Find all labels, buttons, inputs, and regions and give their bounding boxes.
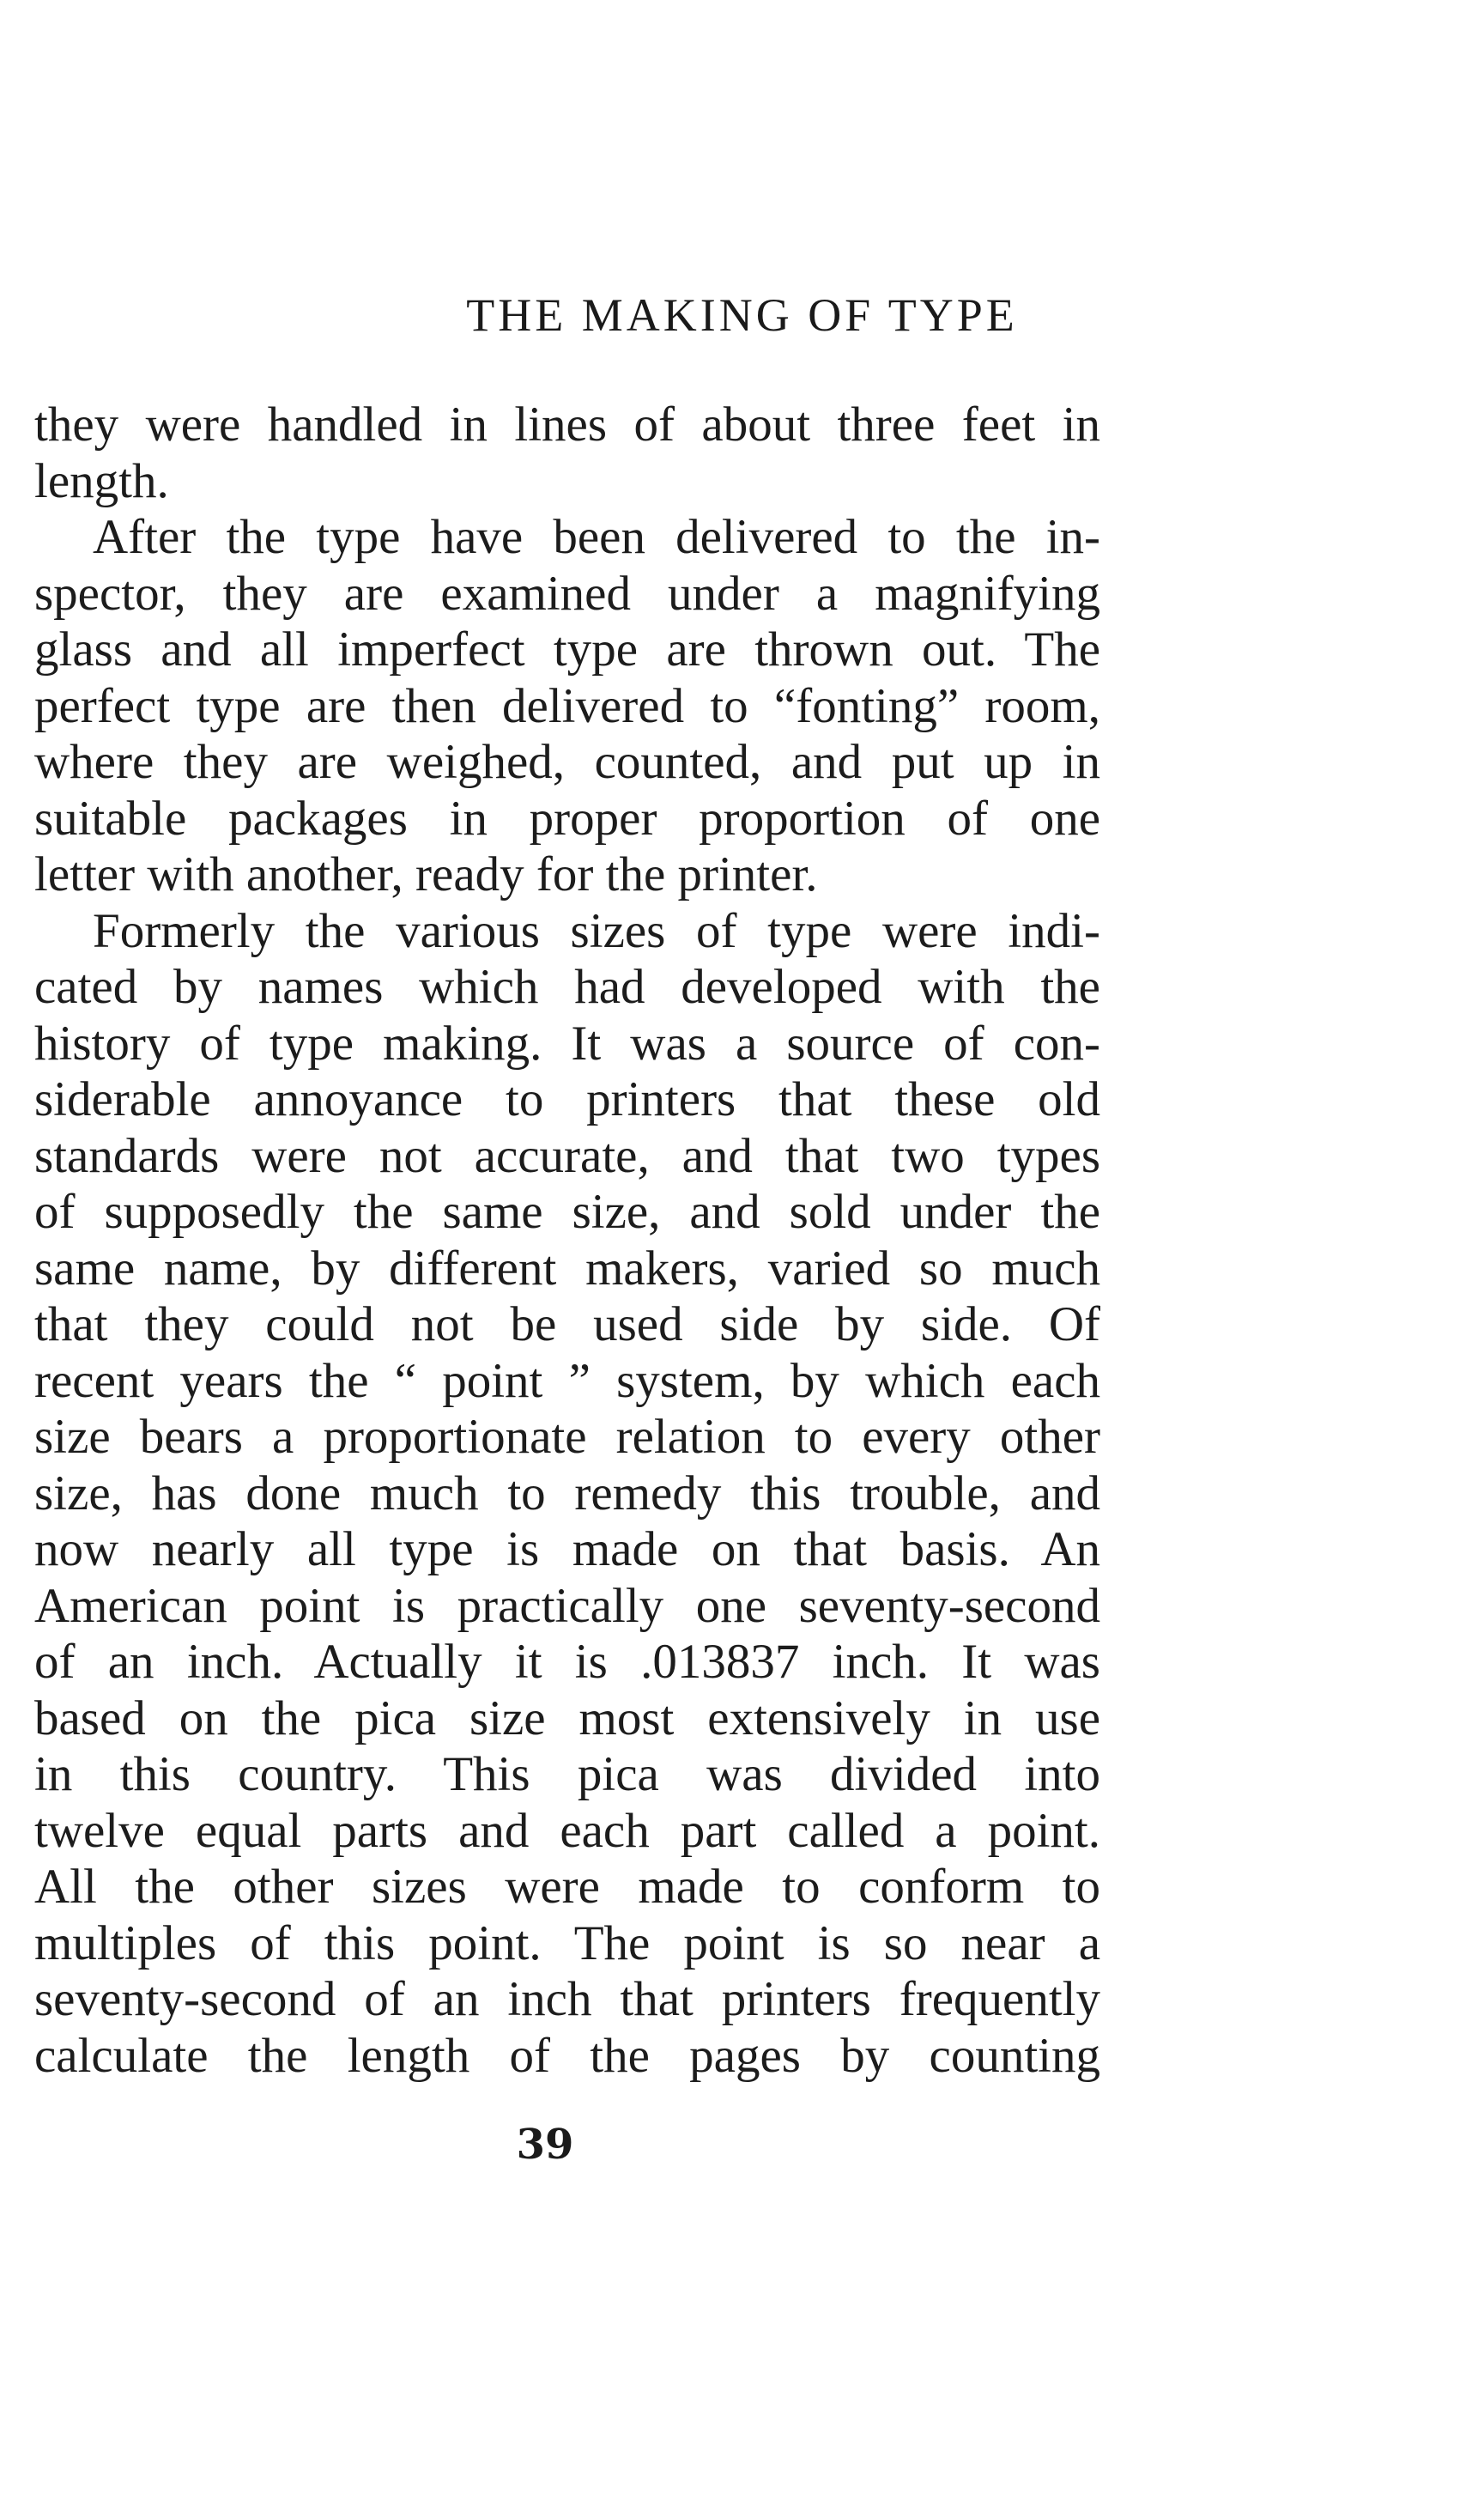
text-line: perfect type are then delivered to “fonting” room, <box>34 678 1100 733</box>
text-line: based on the pica size most extensively in use <box>34 1691 1100 1745</box>
text-line: now nearly all type is made on that basis. An <box>34 1522 1100 1576</box>
text-line: American point is practically one seventy-second <box>34 1578 1100 1633</box>
text-line: recent years the “ point ” system, by which each <box>34 1353 1100 1408</box>
text-line: same name, by different makers, varied so much <box>34 1241 1100 1296</box>
page-number: 39 <box>516 2121 574 2169</box>
text-line: length. <box>34 453 169 508</box>
text-line: history of type making. It was a source of con- <box>34 1016 1100 1071</box>
text-line: spector, they are examined under a magnifying <box>34 566 1100 621</box>
text-line: twelve equal parts and each part called a point. <box>34 1803 1100 1858</box>
text-line: seventy-second of an inch that printers frequently <box>34 1972 1100 2026</box>
text-line: Formerly the various sizes of type were indi- <box>93 903 1100 958</box>
text-line: letter with another, ready for the printer. <box>34 847 818 901</box>
body-text <box>34 397 1100 2084</box>
text-line: suitable packages in proper proportion of one <box>34 791 1100 846</box>
text-line: glass and all imperfect type are thrown out. The <box>34 622 1100 677</box>
paragraph <box>34 509 1100 903</box>
text-line: of supposedly the same size, and sold under the <box>34 1185 1100 1239</box>
text-line: multiples of this point. The point is so near a <box>34 1915 1100 1970</box>
text-line: size, has done much to remedy this trouble, and <box>34 1466 1100 1521</box>
text-line: standards were not accurate, and that two types <box>34 1128 1100 1183</box>
text-line: that they could not be used side by side. Of <box>34 1297 1100 1351</box>
text-line: in this country. This pica was divided into <box>34 1747 1100 1801</box>
text-line: cated by names which had developed with the <box>34 960 1100 1014</box>
paragraph <box>34 397 1100 509</box>
paragraph <box>34 903 1100 2085</box>
text-line: All the other sizes were made to conform to <box>34 1860 1100 1914</box>
text-line: where they are weighed, counted, and put up in <box>34 735 1100 789</box>
text-line: calculate the length of the pages by counting <box>34 2028 1100 2083</box>
text-line: they were handled in lines of about three feet in <box>34 398 1100 452</box>
text-line: After the type have been delivered to the in- <box>93 510 1100 564</box>
text-line: of an inch. Actually it is .013837 inch. It was <box>34 1635 1100 1689</box>
text-line: size bears a proportionate relation to every other <box>34 1410 1100 1464</box>
running-head: THE MAKING OF TYPE <box>466 289 1018 341</box>
text-line: siderable annoyance to printers that these old <box>34 1072 1100 1126</box>
